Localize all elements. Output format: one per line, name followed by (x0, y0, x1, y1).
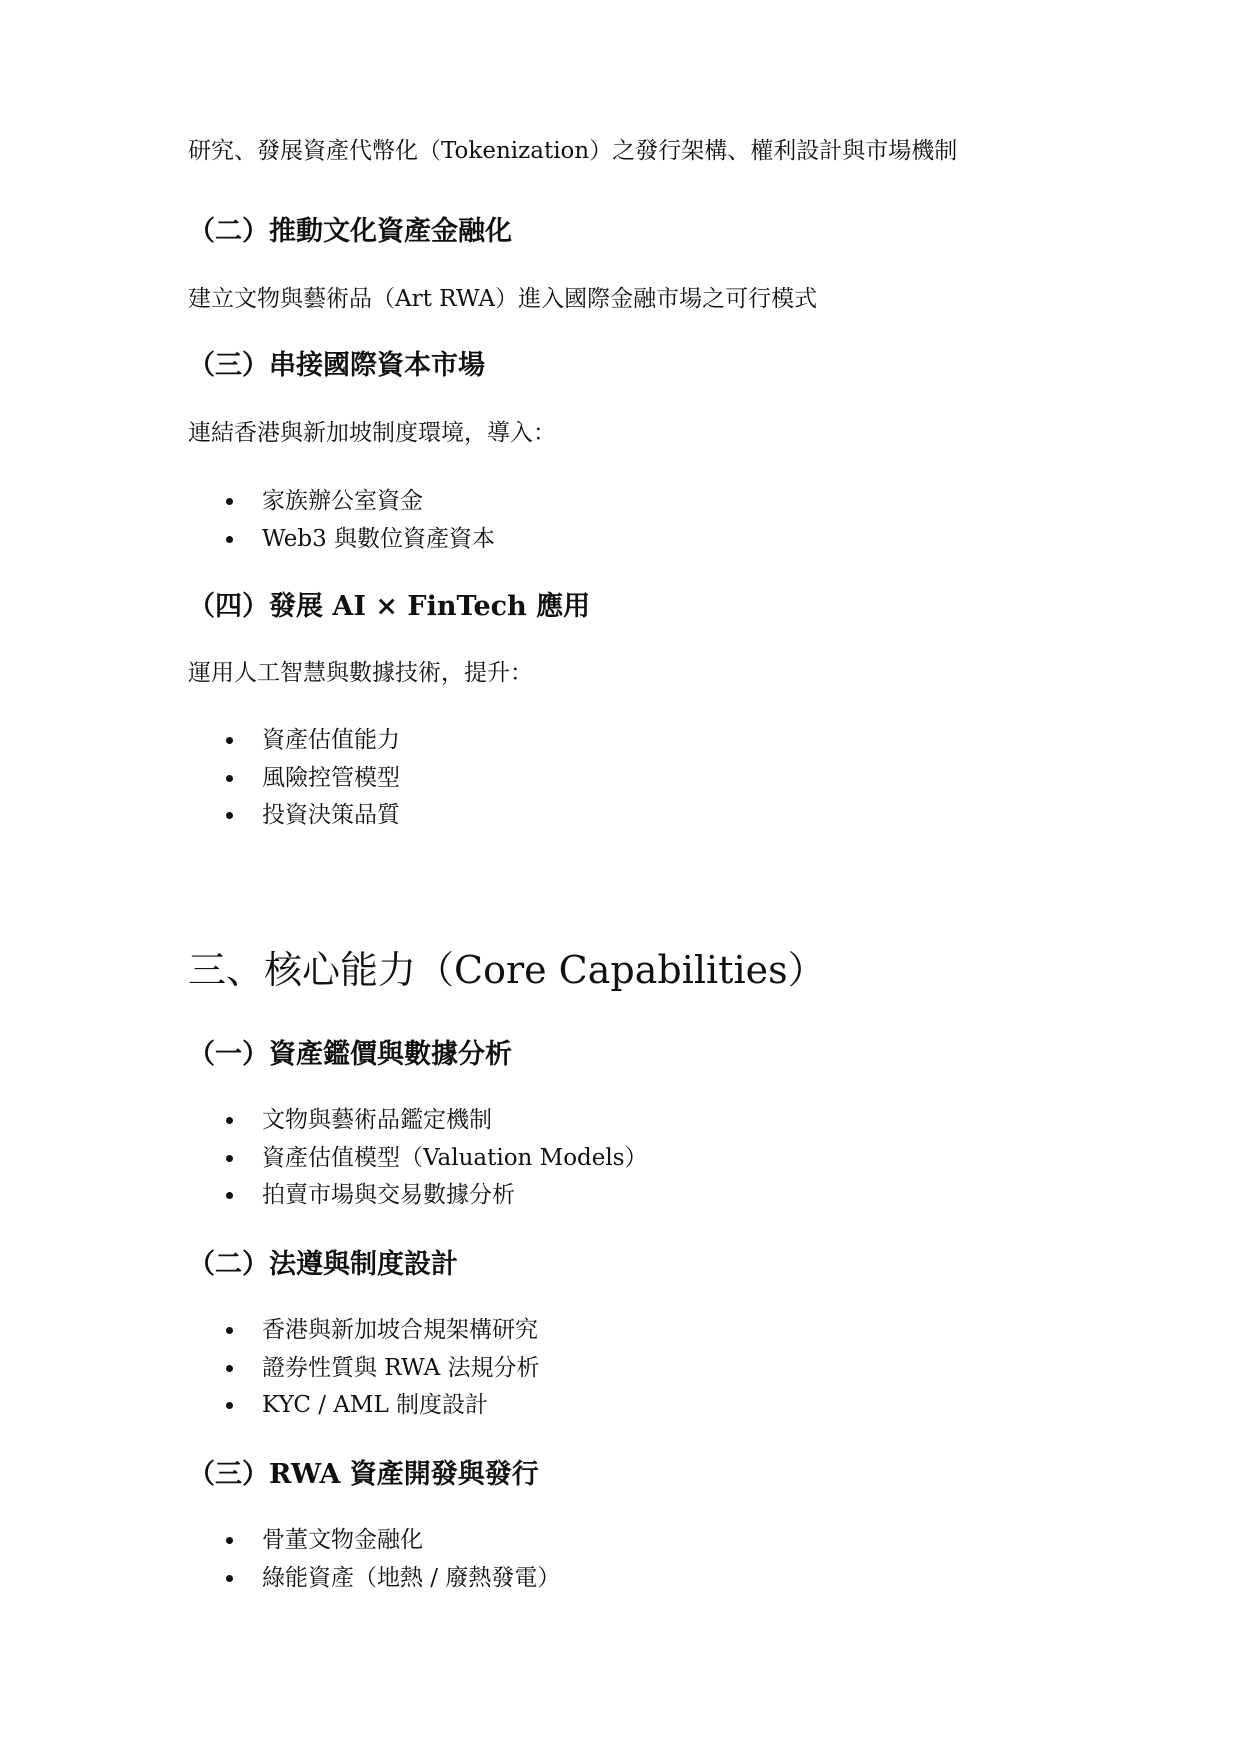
list-item: 資產估值模型（Valuation Models） (188, 1143, 648, 1181)
section-paragraph-ai-fintech: 運用人工智慧與數據技術，提升： (188, 660, 533, 686)
subsection-heading-valuation: （一）資產鑑價與數據分析 (188, 1039, 512, 1070)
list-item: 資產估值能力 (188, 725, 400, 763)
list-item: 家族辦公室資金 (188, 486, 495, 524)
list-item: 文物與藝術品鑑定機制 (188, 1105, 648, 1143)
bullet-icon (226, 1327, 233, 1334)
bullet-list-rwa-development (188, 1525, 560, 1600)
bullet-icon (226, 1402, 233, 1409)
subsection-heading-rwa-development: （三）RWA 資產開發與發行 (188, 1459, 539, 1490)
section-heading-ai-fintech: （四）發展 AI × FinTech 應用 (188, 591, 591, 622)
chapter-title: 三、核心能力（Core Capabilities） (188, 948, 826, 992)
section-paragraph-culture-finance: 建立文物與藝術品（Art RWA）進入國際金融市場之可行模式 (188, 286, 818, 312)
bullet-icon (226, 812, 233, 819)
bullet-icon (226, 775, 233, 782)
bullet-icon (226, 1155, 233, 1162)
list-item: 證券性質與 RWA 法規分析 (188, 1353, 540, 1391)
bullet-icon (226, 1117, 233, 1124)
list-item: 風險控管模型 (188, 763, 400, 801)
list-item: KYC / AML 制度設計 (188, 1390, 540, 1428)
list-item: 投資決策品質 (188, 800, 400, 838)
bullet-icon (226, 536, 233, 543)
list-item: 香港與新加坡合規架構研究 (188, 1315, 540, 1353)
bullet-list-valuation (188, 1105, 648, 1218)
section-heading-capital-markets: （三）串接國際資本市場 (188, 350, 485, 381)
section-heading-culture-finance: （二）推動文化資產金融化 (188, 216, 512, 247)
list-item: 綠能資產（地熱 / 廢熱發電） (188, 1563, 560, 1601)
intro-paragraph: 研究、發展資產代幣化（Tokenization）之發行架構、權利設計與市場機制 (188, 138, 958, 164)
list-item: 拍賣市場與交易數據分析 (188, 1180, 648, 1218)
subsection-heading-compliance: （二）法遵與制度設計 (188, 1249, 458, 1280)
bullet-list-compliance (188, 1315, 540, 1428)
bullet-icon (226, 498, 233, 505)
section-paragraph-capital-markets: 連結香港與新加坡制度環境，導入： (188, 420, 556, 446)
bullet-list-capital-markets (188, 486, 495, 561)
bullet-icon (226, 1365, 233, 1372)
list-item: Web3 與數位資產資本 (188, 524, 495, 562)
bullet-icon (226, 1192, 233, 1199)
bullet-icon (226, 1575, 233, 1582)
bullet-icon (226, 1537, 233, 1544)
list-item: 骨董文物金融化 (188, 1525, 560, 1563)
bullet-list-ai-fintech (188, 725, 400, 838)
bullet-icon (226, 737, 233, 744)
